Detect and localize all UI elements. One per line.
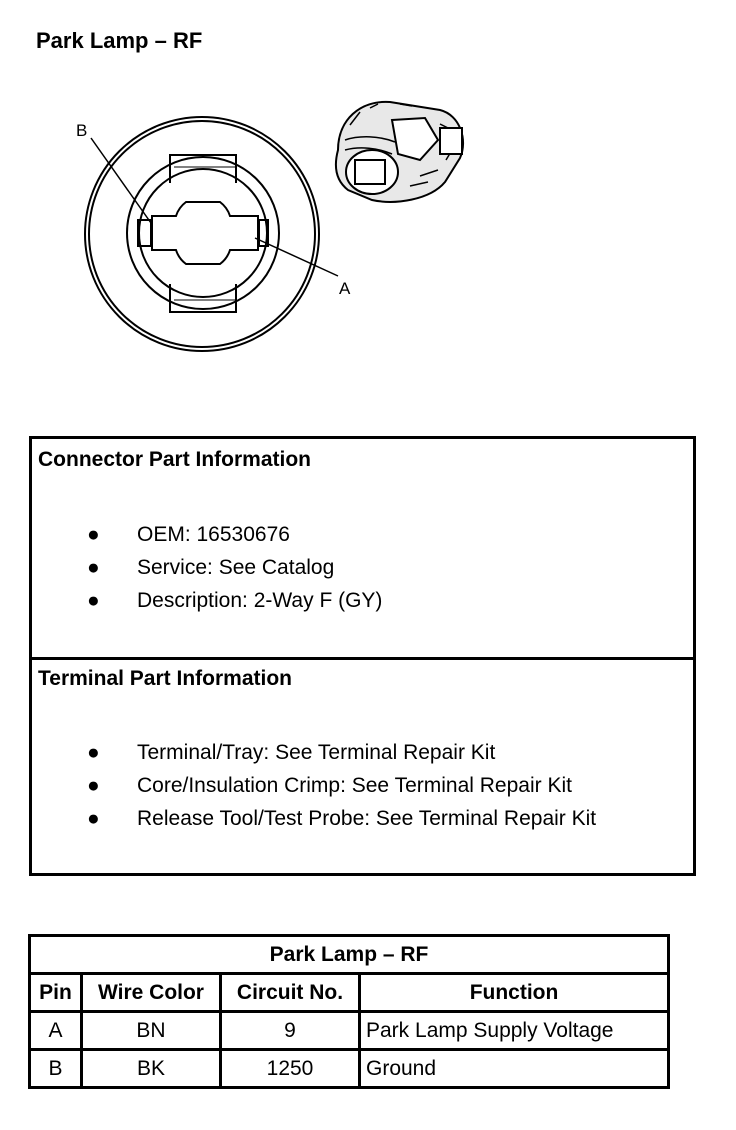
header-function: Function (360, 974, 669, 1012)
cell-wire-color: BK (82, 1050, 221, 1088)
bullet-icon: ● (87, 523, 100, 546)
list-item (32, 518, 693, 551)
cell-function: Ground (360, 1050, 669, 1088)
bullet-icon: ● (87, 807, 100, 830)
table-row (30, 1050, 669, 1088)
terminal-info-heading: Terminal Part Information (38, 667, 292, 690)
terminal-info-list (32, 736, 693, 835)
bullet-icon: ● (87, 589, 100, 612)
list-item (32, 551, 693, 584)
header-wire-color: Wire Color (82, 974, 221, 1012)
pin-table (28, 934, 670, 1089)
label-a: A (339, 279, 351, 298)
list-item (32, 769, 693, 802)
label-b: B (76, 121, 88, 140)
table-title: Park Lamp – RF (30, 936, 669, 974)
table-row (30, 1012, 669, 1050)
connector-body-icon (336, 102, 463, 202)
cell-circuit-no: 1250 (221, 1050, 360, 1088)
connector-face-icon (85, 117, 338, 351)
connector-info-description: Description: 2-Way F (GY) (137, 589, 383, 612)
connector-info-service: Service: See Catalog (137, 556, 335, 579)
part-info-box (29, 436, 696, 876)
terminal-info-crimp: Core/Insulation Crimp: See Terminal Repair Kit (137, 774, 572, 797)
list-item (32, 802, 693, 835)
table-title-row (30, 936, 669, 974)
header-circuit-no: Circuit No. (221, 974, 360, 1012)
terminal-info-tray: Terminal/Tray: See Terminal Repair Kit (137, 741, 496, 764)
bullet-icon: ● (87, 556, 100, 579)
header-pin: Pin (30, 974, 82, 1012)
cell-wire-color: BN (82, 1012, 221, 1050)
bullet-icon: ● (87, 741, 100, 764)
table-header-row (30, 974, 669, 1012)
list-item (32, 584, 693, 617)
terminal-info-release-tool: Release Tool/Test Probe: See Terminal Repair Kit (137, 807, 597, 830)
connector-info-oem: OEM: 16530676 (137, 523, 290, 546)
connector-info-list (32, 518, 693, 617)
cell-pin: A (30, 1012, 82, 1050)
cell-circuit-no: 9 (221, 1012, 360, 1050)
list-item (32, 736, 693, 769)
bullet-icon: ● (87, 774, 100, 797)
connector-info-heading: Connector Part Information (38, 448, 312, 471)
cell-pin: B (30, 1050, 82, 1088)
page-title: Park Lamp – RF (36, 28, 203, 53)
section-divider (32, 657, 693, 660)
connector-diagram (0, 0, 736, 420)
cell-function: Park Lamp Supply Voltage (360, 1012, 669, 1050)
